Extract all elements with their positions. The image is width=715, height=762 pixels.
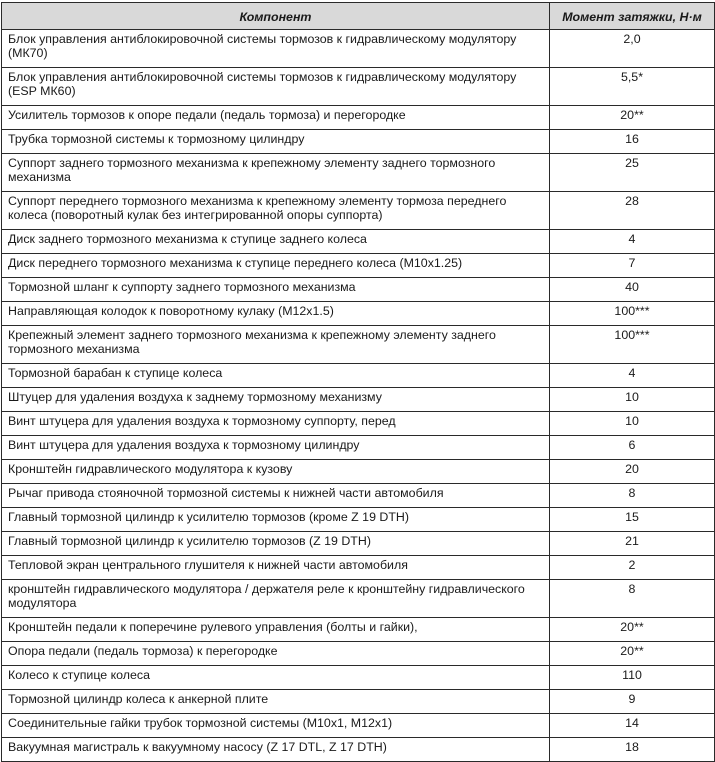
torque-cell: 10 [550, 388, 715, 412]
table-row [2, 302, 715, 326]
component-cell: Направляющая колодок к поворотному кулаку (M12x1.5) [2, 302, 550, 326]
component-cell: Опора педали (педаль тормоза) к перегородке [2, 642, 550, 666]
component-cell: Колесо к ступице колеса [2, 666, 550, 690]
torque-cell: 9 [550, 690, 715, 714]
table-row [2, 460, 715, 484]
torque-cell: 21 [550, 532, 715, 556]
table-row [2, 326, 715, 364]
table-row [2, 690, 715, 714]
table-row [2, 154, 715, 192]
component-cell: Крепежный элемент заднего тормозного механизма к крепежному элементу заднего тормозного механизма [2, 326, 550, 364]
table-row [2, 714, 715, 738]
table-row [2, 642, 715, 666]
table-row [2, 30, 715, 68]
torque-cell: 7 [550, 254, 715, 278]
torque-cell: 28 [550, 192, 715, 230]
torque-cell: 8 [550, 580, 715, 618]
header-torque: Момент затяжки, Н·м [550, 3, 715, 30]
torque-cell: 4 [550, 364, 715, 388]
component-cell: Штуцер для удаления воздуха к заднему тормозному механизму [2, 388, 550, 412]
table-row [2, 130, 715, 154]
torque-cell: 4 [550, 230, 715, 254]
torque-cell: 15 [550, 508, 715, 532]
component-cell: Главный тормозной цилиндр к усилителю тормозов (кроме Z 19 DTH) [2, 508, 550, 532]
component-cell: Трубка тормозной системы к тормозному цилиндру [2, 130, 550, 154]
table-row [2, 556, 715, 580]
torque-cell: 16 [550, 130, 715, 154]
table-row [2, 738, 715, 762]
torque-cell: 20** [550, 642, 715, 666]
component-cell: Соединительные гайки трубок тормозной системы (M10x1, M12x1) [2, 714, 550, 738]
table-row [2, 484, 715, 508]
torque-cell: 20 [550, 460, 715, 484]
component-cell: Диск заднего тормозного механизма к ступице заднего колеса [2, 230, 550, 254]
component-cell: Главный тормозной цилиндр к усилителю тормозов (Z 19 DTH) [2, 532, 550, 556]
component-cell: Рычаг привода стояночной тормозной системы к нижней части автомобиля [2, 484, 550, 508]
table-row [2, 68, 715, 106]
table-row [2, 618, 715, 642]
component-cell: Тормозной шланг к суппорту заднего тормозного механизма [2, 278, 550, 302]
torque-cell: 100*** [550, 302, 715, 326]
torque-cell: 110 [550, 666, 715, 690]
component-cell: Тормозной барабан к ступице колеса [2, 364, 550, 388]
torque-cell: 100*** [550, 326, 715, 364]
torque-cell: 10 [550, 412, 715, 436]
component-cell: Винт штуцера для удаления воздуха к тормозному суппорту, перед [2, 412, 550, 436]
table-row [2, 278, 715, 302]
component-cell: Винт штуцера для удаления воздуха к тормозному цилиндру [2, 436, 550, 460]
component-cell: Суппорт переднего тормозного механизма к крепежному элементу тормоза переднего колеса (поворотный кулак без интегрированной опоры суппорта) [2, 192, 550, 230]
component-cell: Вакуумная магистраль к вакуумному насосу (Z 17 DTL, Z 17 DTH) [2, 738, 550, 762]
component-cell: Кронштейн гидравлического модулятора к кузову [2, 460, 550, 484]
component-cell: Тормозной цилиндр колеса к анкерной плите [2, 690, 550, 714]
torque-cell: 8 [550, 484, 715, 508]
component-cell: Блок управления антиблокировочной системы тормозов к гидравлическому модулятору (ESP МК60) [2, 68, 550, 106]
table-row [2, 254, 715, 278]
torque-cell: 5,5* [550, 68, 715, 106]
table-row [2, 666, 715, 690]
table-header-row [2, 3, 715, 30]
table-row [2, 192, 715, 230]
torque-cell: 6 [550, 436, 715, 460]
table-row [2, 388, 715, 412]
torque-cell: 2,0 [550, 30, 715, 68]
table-row [2, 436, 715, 460]
component-cell: Диск переднего тормозного механизма к ступице переднего колеса (M10x1.25) [2, 254, 550, 278]
torque-cell: 2 [550, 556, 715, 580]
torque-cell: 40 [550, 278, 715, 302]
torque-table [1, 2, 715, 762]
torque-cell: 25 [550, 154, 715, 192]
torque-cell: 18 [550, 738, 715, 762]
table-row [2, 106, 715, 130]
component-cell: Усилитель тормозов к опоре педали (педаль тормоза) и перегородке [2, 106, 550, 130]
component-cell: Кронштейн педали к поперечине рулевого управления (болты и гайки), [2, 618, 550, 642]
torque-cell: 20** [550, 106, 715, 130]
table-row [2, 230, 715, 254]
component-cell: Суппорт заднего тормозного механизма к крепежному элементу заднего тормозного механизма [2, 154, 550, 192]
table-row [2, 532, 715, 556]
table-row [2, 364, 715, 388]
component-cell: Тепловой экран центрального глушителя к нижней части автомобиля [2, 556, 550, 580]
table-row [2, 580, 715, 618]
table-row [2, 412, 715, 436]
torque-cell: 20** [550, 618, 715, 642]
table-row [2, 508, 715, 532]
component-cell: Блок управления антиблокировочной системы тормозов к гидравлическому модулятору (МК70) [2, 30, 550, 68]
header-component: Компонент [2, 3, 550, 30]
torque-cell: 14 [550, 714, 715, 738]
component-cell: кронштейн гидравлического модулятора / держателя реле к кронштейну гидравлического модулятора [2, 580, 550, 618]
